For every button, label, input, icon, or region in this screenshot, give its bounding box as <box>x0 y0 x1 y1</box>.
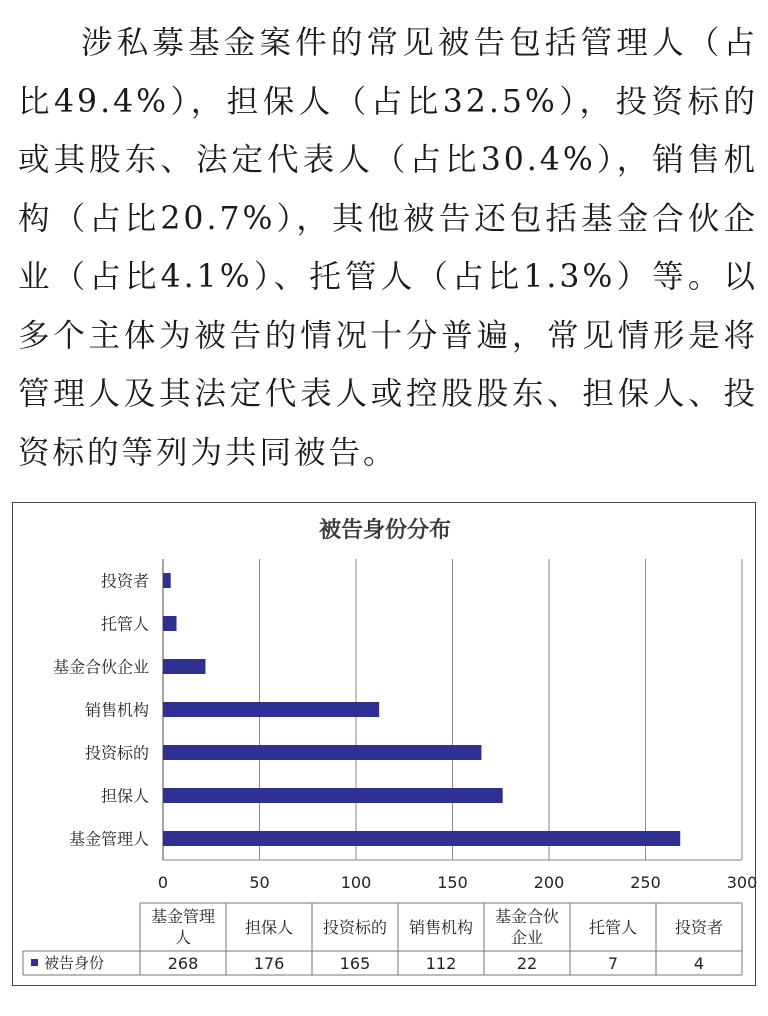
chart-container <box>12 502 756 986</box>
bar-6 <box>163 616 177 631</box>
y-category-label-6: 托管人 <box>100 614 149 634</box>
y-category-label-2: 担保人 <box>100 786 149 806</box>
table-value-6: 7 <box>607 954 619 973</box>
bar-chart <box>13 503 757 987</box>
legend-series-label: 被告身份 <box>44 954 105 972</box>
bar-5 <box>163 659 205 674</box>
table-header-4: 销售机构 <box>408 918 474 937</box>
table-value-4: 112 <box>425 954 457 973</box>
table-header-2: 担保人 <box>244 918 294 937</box>
table-header-7: 投资者 <box>674 918 724 937</box>
table-header-5: 基金合伙企业 <box>494 907 560 947</box>
table-value-3: 165 <box>339 954 371 973</box>
table-value-7: 4 <box>693 954 705 973</box>
x-tick-label-0: 0 <box>157 873 169 892</box>
bar-2 <box>163 788 503 803</box>
table-value-1: 268 <box>167 954 199 973</box>
table-header-6: 托管人 <box>588 918 638 937</box>
x-tick-label-50: 50 <box>249 873 270 892</box>
y-category-label-5: 基金合伙企业 <box>52 657 149 677</box>
y-category-label-4: 销售机构 <box>84 700 149 720</box>
table-header-3: 投资标的 <box>322 918 388 937</box>
table-header-1: 基金管理人 <box>150 907 216 947</box>
y-category-label-1: 基金管理人 <box>68 829 149 849</box>
bar-4 <box>163 702 379 717</box>
chart-title: 被告身份分布 <box>318 518 452 543</box>
bar-3 <box>163 745 481 760</box>
x-tick-label-150: 150 <box>437 873 468 892</box>
y-category-label-7: 投资者 <box>100 571 149 591</box>
table-value-5: 22 <box>516 954 538 973</box>
bar-1 <box>163 831 680 846</box>
legend-swatch <box>31 959 38 966</box>
x-tick-label-200: 200 <box>533 873 565 892</box>
table-value-2: 176 <box>253 954 285 973</box>
y-category-label-3: 投资标的 <box>84 743 149 763</box>
x-tick-label-100: 100 <box>340 873 372 892</box>
x-tick-label-300: 300 <box>726 873 757 892</box>
x-tick-label-250: 250 <box>630 873 661 892</box>
description-paragraph: 涉私募基金案件的常见被告包括管理人（占比49.4%），担保人（占比32.5%），投资标的或其股东、法定代表人（占比30.4%），销售机构（占比20.7%），其他被告还包括基金合伙企业（占比4.1%）、托管人（占比1.3%）等。以多个主体为被告的情况十分普遍，常见情形是将管理人及其法定代表人或控股股东、担保人、投资标的等列为共同被告。 <box>18 25 758 471</box>
bar-7 <box>163 573 171 588</box>
